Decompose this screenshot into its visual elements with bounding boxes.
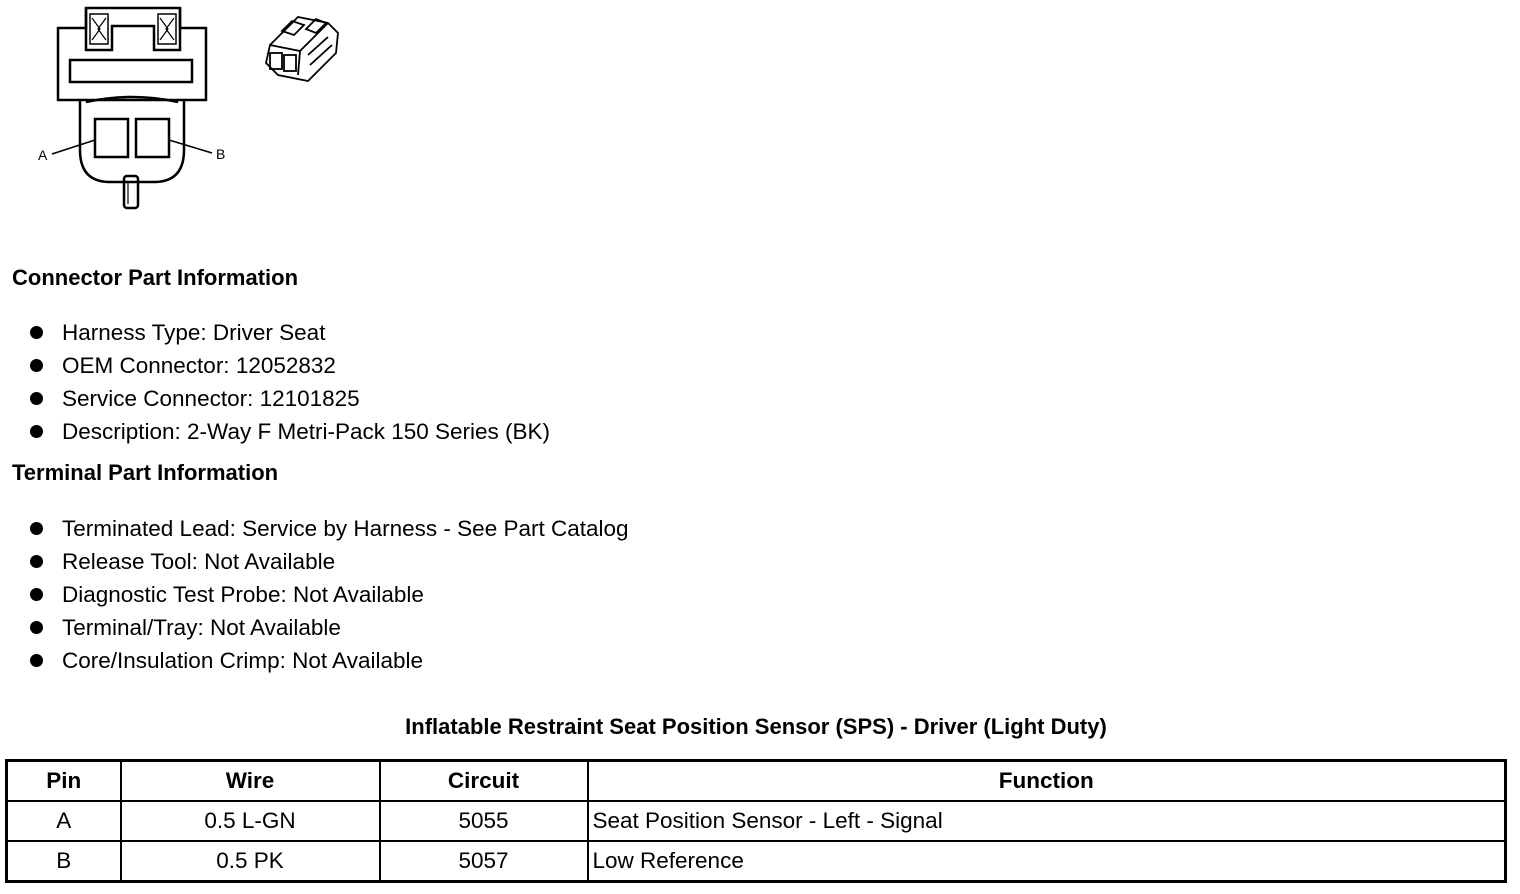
- bullet-icon: [30, 326, 43, 339]
- pin-table-title: Inflatable Restraint Seat Position Sensor (SPS) - Driver (Light Duty): [405, 714, 1107, 739]
- list-item: Terminated Lead: Service by Harness - See Part Catalog: [30, 512, 629, 545]
- cell-wire: 0.5 L-GN: [121, 801, 380, 841]
- list-item: Core/Insulation Crimp: Not Available: [30, 644, 629, 677]
- list-item: OEM Connector: 12052832: [30, 349, 550, 382]
- bullet-icon: [30, 621, 43, 634]
- cell-circuit: 5057: [380, 841, 588, 882]
- header-circuit: Circuit: [380, 761, 588, 802]
- table-row: [7, 801, 1506, 841]
- list-item: Service Connector: 12101825: [30, 382, 550, 415]
- cell-wire: 0.5 PK: [121, 841, 380, 882]
- header-wire: Wire: [121, 761, 380, 802]
- list-item: Terminal/Tray: Not Available: [30, 611, 629, 644]
- list-item: Release Tool: Not Available: [30, 545, 629, 578]
- cell-function: Seat Position Sensor - Left - Signal: [588, 801, 1506, 841]
- cell-pin: B: [7, 841, 121, 882]
- connector-isometric-drawing: [258, 5, 348, 90]
- header-function: Function: [588, 761, 1506, 802]
- cell-circuit: 5055: [380, 801, 588, 841]
- cell-function: Low Reference: [588, 841, 1506, 882]
- bullet-icon: [30, 588, 43, 601]
- table-row: [7, 841, 1506, 882]
- bullet-icon: [30, 555, 43, 568]
- header-pin: Pin: [7, 761, 121, 802]
- bullet-icon: [30, 359, 43, 372]
- terminal-info-list: [30, 512, 629, 677]
- terminal-info-heading: Terminal Part Information: [12, 460, 279, 485]
- list-item: Diagnostic Test Probe: Not Available: [30, 578, 629, 611]
- bullet-icon: [30, 425, 43, 438]
- pin-a-label: A: [38, 147, 48, 163]
- bullet-icon: [30, 392, 43, 405]
- cell-pin: A: [7, 801, 121, 841]
- connector-face-diagram: [0, 0, 240, 215]
- list-item: Description: 2-Way F Metri-Pack 150 Series (BK): [30, 415, 550, 448]
- list-item: Harness Type: Driver Seat: [30, 316, 550, 349]
- pin-b-label: B: [216, 146, 226, 162]
- bullet-icon: [30, 654, 43, 667]
- pin-table: [5, 759, 1507, 883]
- table-header-row: [7, 761, 1506, 802]
- bullet-icon: [30, 522, 43, 535]
- connector-info-heading: Connector Part Information: [12, 265, 299, 290]
- connector-info-list: [30, 316, 550, 448]
